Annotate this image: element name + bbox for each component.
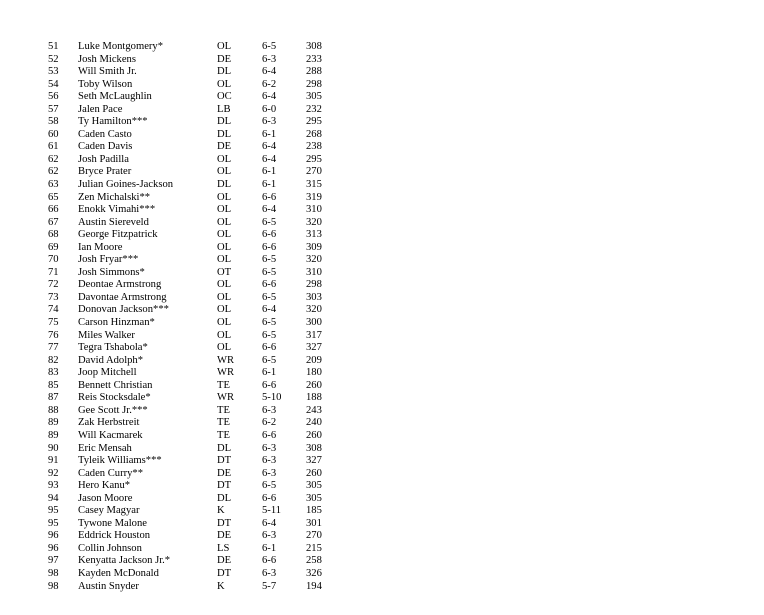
player-height: 6-1 [262, 367, 277, 379]
player-weight: 258 [306, 555, 322, 567]
player-weight: 298 [306, 279, 322, 291]
player-weight: 303 [306, 291, 322, 303]
player-name: George Fitzpatrick [78, 229, 158, 241]
player-position: OL [217, 279, 232, 291]
player-weight: 308 [306, 442, 322, 454]
jersey-number: 58 [48, 116, 59, 128]
player-weight: 233 [306, 53, 322, 65]
player-height: 6-4 [262, 204, 277, 216]
player-name: Tyleik Williams*** [78, 455, 162, 467]
player-position: DE [217, 53, 232, 65]
player-weight: 308 [306, 41, 322, 52]
roster-row [0, 530, 764, 543]
jersey-number: 77 [48, 342, 59, 354]
roster-row [0, 455, 764, 468]
roster-row [0, 317, 764, 330]
player-position: TE [217, 379, 230, 391]
jersey-number: 83 [48, 367, 59, 379]
player-height: 6-5 [262, 317, 277, 329]
roster-row [0, 254, 764, 267]
player-weight: 240 [306, 417, 322, 429]
roster-row [0, 166, 764, 179]
player-height: 6-4 [262, 91, 277, 103]
player-weight: 298 [306, 78, 322, 90]
player-weight: 313 [306, 229, 322, 241]
player-height: 6-6 [262, 429, 277, 441]
player-weight: 326 [306, 567, 322, 579]
jersey-number: 74 [48, 304, 59, 316]
player-position: OT [217, 266, 232, 278]
player-weight: 260 [306, 467, 322, 479]
player-position: DT [217, 455, 232, 467]
player-position: OL [217, 241, 232, 253]
roster-row [0, 493, 764, 506]
jersey-number: 90 [48, 442, 59, 454]
roster-row [0, 330, 764, 343]
player-weight: 185 [306, 505, 322, 517]
player-position: DE [217, 530, 232, 542]
player-height: 6-3 [262, 467, 277, 479]
jersey-number: 68 [48, 229, 59, 241]
player-height: 6-5 [262, 41, 277, 52]
player-position: OC [217, 91, 232, 103]
player-position: TE [217, 417, 230, 429]
roster-row [0, 430, 764, 443]
player-weight: 305 [306, 480, 322, 492]
player-height: 6-3 [262, 530, 277, 542]
player-weight: 319 [306, 191, 322, 203]
player-height: 5-7 [262, 580, 277, 592]
player-position: OL [217, 153, 232, 165]
roster-row [0, 543, 764, 556]
roster-row [0, 417, 764, 430]
roster-row [0, 367, 764, 380]
player-position: OL [217, 191, 232, 203]
roster-row [0, 79, 764, 92]
player-name: Toby Wilson [78, 78, 133, 90]
player-name: Carson Hinzman* [78, 317, 155, 329]
roster-row [0, 242, 764, 255]
roster-row [0, 304, 764, 317]
player-weight: 288 [306, 66, 322, 78]
player-height: 6-5 [262, 480, 277, 492]
player-name: Eddrick Houston [78, 530, 151, 542]
jersey-number: 88 [48, 404, 59, 416]
player-height: 6-3 [262, 567, 277, 579]
player-height: 6-6 [262, 191, 277, 203]
player-name: Bennett Christian [78, 379, 153, 391]
player-weight: 260 [306, 429, 322, 441]
player-name: Kayden McDonald [78, 567, 159, 579]
player-name: Julian Goines-Jackson [78, 179, 174, 191]
roster-row [0, 192, 764, 205]
player-position: DL [217, 66, 232, 78]
player-position: WR [217, 392, 235, 404]
jersey-number: 52 [48, 53, 59, 65]
player-position: DL [217, 442, 232, 454]
player-name: Will Kacmarek [78, 429, 143, 441]
jersey-number: 91 [48, 455, 59, 467]
player-height: 6-4 [262, 153, 277, 165]
player-name: Deontae Armstrong [78, 279, 162, 291]
player-name: Bryce Prater [78, 166, 132, 178]
player-name: Reis Stocksdale* [78, 392, 151, 404]
player-position: OL [217, 329, 232, 341]
player-position: DL [217, 116, 232, 128]
roster-row [0, 66, 764, 79]
player-position: WR [217, 367, 235, 379]
jersey-number: 72 [48, 279, 59, 291]
player-name: David Adolph* [78, 354, 144, 366]
player-name: Zak Herbstreit [78, 417, 140, 429]
player-weight: 301 [306, 517, 322, 529]
player-height: 6-4 [262, 517, 277, 529]
jersey-number: 92 [48, 467, 59, 479]
player-weight: 180 [306, 367, 322, 379]
jersey-number: 98 [48, 567, 59, 579]
player-weight: 305 [306, 91, 322, 103]
jersey-number: 89 [48, 417, 59, 429]
player-name: Davontae Armstrong [78, 291, 167, 303]
player-height: 6-6 [262, 555, 277, 567]
jersey-number: 60 [48, 128, 59, 140]
jersey-number: 56 [48, 91, 59, 103]
player-height: 6-6 [262, 379, 277, 391]
roster-row [0, 505, 764, 518]
player-height: 6-3 [262, 455, 277, 467]
player-position: DT [217, 480, 232, 492]
jersey-number: 57 [48, 103, 59, 115]
roster-row [0, 54, 764, 67]
jersey-number: 87 [48, 392, 59, 404]
player-position: OL [217, 291, 232, 303]
player-position: OL [217, 254, 232, 266]
player-height: 6-0 [262, 103, 277, 115]
roster-row [0, 555, 764, 568]
roster-row [0, 217, 764, 230]
roster-row [0, 267, 764, 280]
player-position: K [217, 580, 225, 592]
jersey-number: 95 [48, 517, 59, 529]
roster-row [0, 405, 764, 418]
player-name: Jason Moore [78, 492, 133, 504]
roster-row [0, 41, 764, 54]
player-height: 6-5 [262, 329, 277, 341]
player-weight: 327 [306, 342, 322, 354]
player-height: 6-5 [262, 266, 277, 278]
player-height: 5-10 [262, 392, 282, 404]
jersey-number: 85 [48, 379, 59, 391]
jersey-number: 76 [48, 329, 59, 341]
player-name: Josh Simmons* [78, 266, 145, 278]
roster-row [0, 179, 764, 192]
player-weight: 270 [306, 166, 322, 178]
player-weight: 268 [306, 128, 322, 140]
player-position: TE [217, 404, 230, 416]
jersey-number: 96 [48, 542, 59, 554]
jersey-number: 51 [48, 41, 59, 52]
player-name: Luke Montgomery* [78, 41, 164, 52]
jersey-number: 82 [48, 354, 59, 366]
player-weight: 315 [306, 179, 322, 191]
player-position: DE [217, 467, 232, 479]
player-position: LS [217, 542, 230, 554]
roster-row [0, 279, 764, 292]
player-weight: 320 [306, 304, 322, 316]
player-name: Tegra Tshabola* [78, 342, 148, 354]
roster-row [0, 91, 764, 104]
player-position: DL [217, 179, 232, 191]
player-position: OL [217, 317, 232, 329]
player-name: Caden Davis [78, 141, 133, 153]
player-height: 6-2 [262, 78, 277, 90]
player-height: 6-6 [262, 492, 277, 504]
player-position: WR [217, 354, 235, 366]
player-height: 6-6 [262, 342, 277, 354]
player-name: Kenyatta Jackson Jr.* [78, 555, 171, 567]
player-height: 6-6 [262, 229, 277, 241]
player-name: Will Smith Jr. [78, 66, 137, 78]
player-weight: 320 [306, 254, 322, 266]
player-height: 6-3 [262, 116, 277, 128]
player-name: Caden Curry** [78, 467, 144, 479]
jersey-number: 98 [48, 580, 59, 592]
player-name: Josh Mickens [78, 53, 136, 65]
player-position: OL [217, 342, 232, 354]
player-weight: 310 [306, 204, 322, 216]
player-name: Donovan Jackson*** [78, 304, 169, 316]
jersey-number: 61 [48, 141, 59, 153]
jersey-number: 89 [48, 429, 59, 441]
player-position: LB [217, 103, 231, 115]
player-height: 6-1 [262, 128, 277, 140]
player-name: Jalen Pace [78, 103, 123, 115]
player-height: 6-3 [262, 404, 277, 416]
player-name: Austin Siereveld [78, 216, 149, 228]
player-name: Tywone Malone [78, 517, 147, 529]
player-height: 6-3 [262, 53, 277, 65]
player-height: 6-4 [262, 141, 277, 153]
roster-row [0, 568, 764, 581]
player-position: OL [217, 216, 232, 228]
player-name: Gee Scott Jr.*** [78, 404, 148, 416]
player-height: 6-1 [262, 542, 277, 554]
player-weight: 238 [306, 141, 322, 153]
roster-row [0, 392, 764, 405]
player-weight: 295 [306, 116, 322, 128]
player-height: 6-5 [262, 291, 277, 303]
jersey-number: 95 [48, 505, 59, 517]
jersey-number: 75 [48, 317, 59, 329]
player-weight: 194 [306, 580, 322, 592]
jersey-number: 70 [48, 254, 59, 266]
player-weight: 295 [306, 153, 322, 165]
player-height: 6-5 [262, 216, 277, 228]
roster-row [0, 292, 764, 305]
roster-row [0, 581, 764, 594]
player-position: DT [217, 567, 232, 579]
player-height: 6-2 [262, 417, 277, 429]
roster-row [0, 116, 764, 129]
player-weight: 188 [306, 392, 322, 404]
player-position: OL [217, 204, 232, 216]
player-name: Josh Padilla [78, 153, 129, 165]
roster-row [0, 129, 764, 142]
player-name: Ty Hamilton*** [78, 116, 148, 128]
player-height: 6-6 [262, 279, 277, 291]
jersey-number: 63 [48, 179, 59, 191]
player-position: OL [217, 41, 232, 52]
roster-row [0, 154, 764, 167]
jersey-number: 96 [48, 530, 59, 542]
player-height: 6-1 [262, 166, 277, 178]
roster-row [0, 480, 764, 493]
jersey-number: 97 [48, 555, 59, 567]
player-height: 5-11 [262, 505, 282, 517]
roster-row [0, 468, 764, 481]
player-position: K [217, 505, 225, 517]
player-name: Joop Mitchell [78, 367, 137, 379]
roster-row [0, 518, 764, 531]
roster-row [0, 229, 764, 242]
player-weight: 305 [306, 492, 322, 504]
roster-list [0, 41, 764, 593]
player-weight: 232 [306, 103, 322, 115]
roster-row [0, 141, 764, 154]
player-weight: 327 [306, 455, 322, 467]
player-weight: 320 [306, 216, 322, 228]
player-weight: 260 [306, 379, 322, 391]
player-weight: 270 [306, 530, 322, 542]
player-name: Austin Snyder [78, 580, 139, 592]
player-weight: 317 [306, 329, 322, 341]
player-name: Seth McLaughlin [78, 91, 152, 103]
player-height: 6-5 [262, 354, 277, 366]
player-name: Caden Casto [78, 128, 132, 140]
jersey-number: 94 [48, 492, 59, 504]
player-name: Collin Johnson [78, 542, 142, 554]
player-name: Zen Michalski** [78, 191, 151, 203]
player-height: 6-3 [262, 442, 277, 454]
player-weight: 209 [306, 354, 322, 366]
player-weight: 310 [306, 266, 322, 278]
player-weight: 243 [306, 404, 322, 416]
roster-row [0, 204, 764, 217]
player-name: Ian Moore [78, 241, 123, 253]
player-position: TE [217, 429, 230, 441]
player-name: Hero Kanu* [78, 480, 131, 492]
player-position: DE [217, 141, 232, 153]
player-name: Josh Fryar*** [78, 254, 139, 266]
player-position: DL [217, 492, 232, 504]
jersey-number: 69 [48, 241, 59, 253]
jersey-number: 93 [48, 480, 59, 492]
player-weight: 300 [306, 317, 322, 329]
player-height: 6-6 [262, 241, 277, 253]
player-position: OL [217, 229, 232, 241]
player-position: DL [217, 128, 232, 140]
roster-row [0, 104, 764, 117]
jersey-number: 66 [48, 204, 59, 216]
jersey-number: 62 [48, 166, 59, 178]
roster-row [0, 342, 764, 355]
jersey-number: 67 [48, 216, 59, 228]
player-name: Eric Mensah [78, 442, 132, 454]
roster-row [0, 380, 764, 393]
jersey-number: 54 [48, 78, 59, 90]
player-position: OL [217, 78, 232, 90]
player-name: Casey Magyar [78, 505, 140, 517]
player-weight: 309 [306, 241, 322, 253]
player-height: 6-1 [262, 179, 277, 191]
player-name: Enokk Vimahi*** [78, 204, 156, 216]
jersey-number: 62 [48, 153, 59, 165]
jersey-number: 65 [48, 191, 59, 203]
roster-row [0, 443, 764, 456]
player-height: 6-4 [262, 66, 277, 78]
player-position: DE [217, 555, 232, 567]
player-name: Miles Walker [78, 329, 135, 341]
player-position: OL [217, 304, 232, 316]
player-height: 6-5 [262, 254, 277, 266]
player-height: 6-4 [262, 304, 277, 316]
roster-row [0, 355, 764, 368]
jersey-number: 73 [48, 291, 59, 303]
jersey-number: 71 [48, 266, 59, 278]
player-weight: 215 [306, 542, 322, 554]
player-position: OL [217, 166, 232, 178]
player-position: DT [217, 517, 232, 529]
jersey-number: 53 [48, 66, 59, 78]
